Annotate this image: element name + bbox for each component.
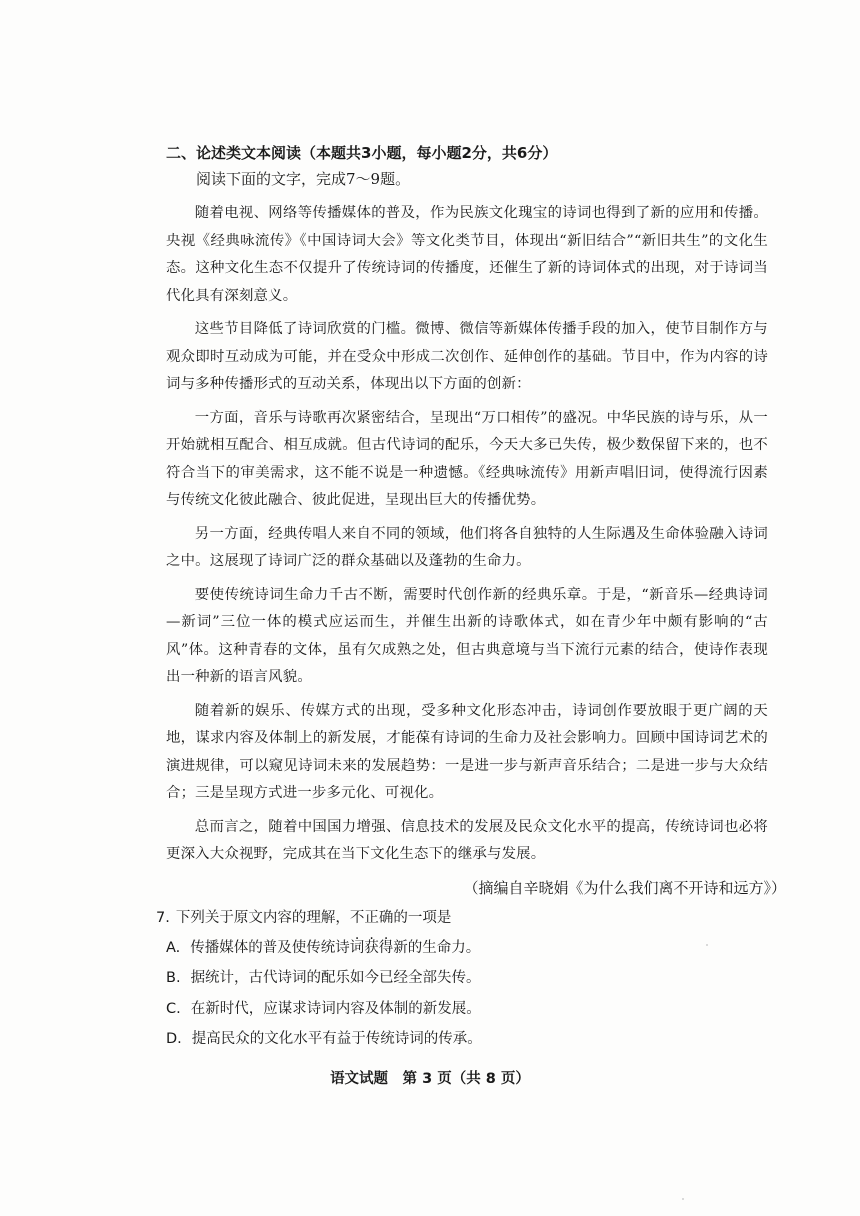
section-title: 二、论述类文本阅读（本题共3小题，每小题2分，共6分） [166,144,558,162]
question-stem [156,903,768,933]
option-text: 提高民众的文化水平有益于传统诗词的传承。 [191,1031,482,1047]
option-b [166,963,768,994]
question-7 [156,903,768,1055]
option-letter: A. [166,939,181,956]
passage [166,200,786,901]
emphasis-char: 确 [378,909,394,926]
passage-paragraph-3: 一方面，音乐与诗歌再次紧密结合，呈现出“万口相传”的盛况。中华民族的诗与乐，从一开始就相互配合、相互成就。但古代诗词的配乐，今天大多已失传，极少数保留下来的，也不符合当下的审美需求，这不能不说是一种遗憾。《经典咏流传》用新声唱旧词，使得流行因素与传统文化彼此融合、彼此促进，呈现出巨大的传播优势。 [166,409,768,508]
passage-paragraph-6: 随着新的娱乐、传媒方式的出现，受多种文化形态冲击，诗词创作要放眼于更广阔的天地，谋求内容及体制上的新发展，才能葆有诗词的生命力及社会影响力。回顾中国诗词艺术的演进规律，可以窥见诗词未来的发展趋势：一是进一步与新声音乐结合；二是进一步与大众结合；三是呈现方式进一步多元化、可视化。 [166,702,768,801]
page-content [156,140,786,1055]
option-c [166,994,768,1025]
reading-instruction: 阅读下面的文字，完成7～9题。 [196,170,411,188]
question-stem-after: 的一项是 [393,909,452,926]
option-a [166,933,768,964]
option-letter: B. [166,970,181,986]
emphasis-char: 不 [349,909,365,926]
passage-source: （摘编自辛晓娟《为什么我们离不开诗和远方》） [463,878,786,897]
question-stem-before: 下列关于原文内容的理解， [175,909,350,926]
option-text: 在新时代，应谋求诗词内容及体制的新发展。 [190,1000,481,1017]
option-letter: D. [166,1031,182,1047]
passage-paragraph-2: 这些节目降低了诗词欣赏的门槛。微博、微信等新媒体传播手段的加入，使节目制作方与观众即时互动成为可能，并在受众中形成二次创作、延伸创作的基础。节目中，作为内容的诗词与多种传播形式的互动关系，体现出以下方面的创新： [166,321,768,392]
passage-paragraph-1: 随着电视、网络等传播媒体的普及，作为民族文化瑰宝的诗词也得到了新的应用和传播。央视《经典咏流传》《中国诗词大会》等文化类节目，体现出“新旧结合”“新旧共生”的文化生态。这种文化生态不仅提升了传统诗词的传播度，还催生了新的诗词体式的出现，对于诗词当代化具有深刻意义。 [166,205,768,304]
question-number: 7. [156,909,170,926]
answer-options [166,933,768,1055]
scan-speck [682,1198,684,1200]
scan-speck [706,944,708,946]
option-d [166,1024,768,1055]
passage-paragraph-4: 另一方面，经典传唱人来自不同的领域，他们将各自独特的人生际遇及生命体验融入诗词之中。这展现了诗词广泛的群众基础以及蓬勃的生命力。 [166,525,768,569]
option-letter: C. [166,1000,181,1017]
option-text: 据统计，古代诗词的配乐如今已经全部失传。 [190,970,481,986]
emphasis-char: 正 [364,909,379,926]
page-footer: 语文试题 第 3 页（共 8 页） [330,1071,530,1087]
passage-paragraph-7: 总而言之，随着中国国力增强、信息技术的发展及民众文化水平的提高，传统诗词也必将更深入大众视野，完成其在当下文化生态下的继承与发展。 [166,818,768,862]
passage-paragraph-5: 要使传统诗词生命力千古不断，需要时代创作新的经典乐章。于是，“新音乐—经典诗词—新词”三位一体的模式应运而生，并催生出新的诗歌体式，如在青少年中颇有影响的“古风”体。这种青春的文体，虽有欠成熟之处，但古典意境与当下流行元素的结合，使诗作表现出一种新的语言风貌。 [166,586,768,685]
option-text: 传播媒体的普及使传统诗词获得新的生命力。 [190,939,481,956]
